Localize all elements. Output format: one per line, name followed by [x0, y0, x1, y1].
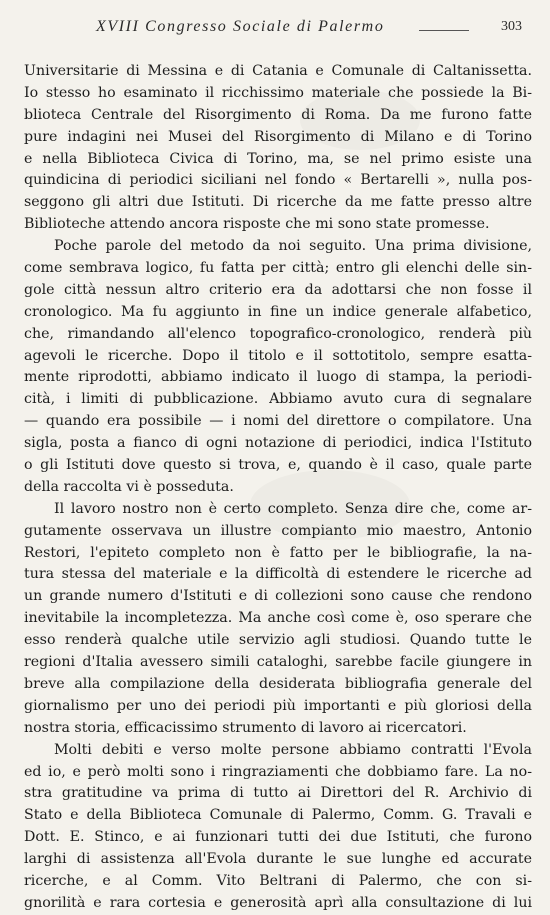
text-line: Biblioteche attendo ancora risposte che mi sono state promesse.	[24, 216, 490, 233]
running-header	[24, 18, 526, 38]
text-line: agevoli le ricerche. Dopo il titolo e il sottotitolo, sempre esatta-	[24, 347, 532, 364]
text-line: sigla, posta a fianco di ogni notazione di periodici, indica l'Istituto	[24, 435, 532, 452]
text-line: della raccolta vi è posseduta.	[24, 478, 234, 495]
text-line: gutamente osservava un illustre compianto mio maestro, Antonio	[24, 522, 532, 539]
text-line: larghi di assistenza all'Evola durante le sue lunghe ed accurate	[24, 851, 532, 868]
text-line: un grande numero d'Istituti e di collezioni sono cause che rendono	[24, 588, 532, 605]
text-line: Io stesso ho esaminato il ricchissimo materiale che possiede la Bi-	[24, 84, 532, 101]
text-line: Stato e della Biblioteca Comunale di Palermo, Comm. G. Travali e	[24, 807, 532, 824]
text-line: ed io, e però molti sono i ringraziamenti che dobbiamo fare. La no-	[24, 763, 532, 780]
text-line: o gli Istituti dove questo si trova, e, quando è il caso, quale parte	[24, 457, 532, 474]
text-line: ricerche, e al Comm. Vito Beltrani di Palermo, che con si-	[24, 872, 532, 889]
text-line: come sembrava logico, fu fatta per città; entro gli elenchi delle sin-	[24, 260, 532, 277]
text-line: regioni d'Italia avessero simili cataloghi, sarebbe facile giungere in	[24, 654, 532, 671]
text-line: Universitarie di Messina e di Catania e Comunale di Caltanissetta.	[24, 63, 532, 79]
text-line: tura stessa del materiale e la difficoltà di estendere le ricerche ad	[24, 566, 532, 583]
text-line: quindicina di periodici siciliani nel fondo « Bertarelli », nulla pos-	[24, 172, 532, 189]
text-line: Molti debiti e verso molte persone abbiamo contratti l'Evola	[54, 741, 532, 758]
text-line: stra gratitudine va prima di tutto ai Direttori del R. Archivio di	[24, 785, 532, 802]
text-line: blioteca Centrale del Risorgimento di Roma. Da me furono fatte	[24, 106, 532, 123]
text-line: inevitabile la incompletezza. Ma anche così come è, oso sperare che	[24, 610, 532, 627]
text-line: Poche parole del metodo da noi seguito. Una prima divisione,	[54, 238, 532, 255]
text-line: Il lavoro nostro non è certo completo. Senza dire che, come ar-	[54, 500, 532, 517]
body-text	[24, 61, 532, 915]
text-line: gnorilità e rara cortesia e generosità aprì alla consultazione di lui	[24, 894, 532, 911]
text-line: pure indagini nei Musei del Risorgimento di Milano e di Torino	[24, 128, 532, 145]
text-line: breve alla compilazione della desiderata bibliografia generale del	[24, 675, 532, 692]
text-line: Dott. E. Stinco, e ai funzionari tutti dei due Istituti, che furono	[24, 829, 532, 846]
text-line: mente riprodotti, abbiamo indicato il luogo di stampa, la periodi-	[24, 369, 532, 386]
text-line: esso renderà qualche utile servizio agli studiosi. Quando tutte le	[24, 632, 532, 649]
text-line: che, rimandando all'elenco topografico-cronologico, renderà più	[24, 325, 532, 342]
text-line: seggono gli altri due Istituti. Di ricerche da me fatte presso altre	[24, 194, 532, 211]
text-line: nostra storia, efficacissimo strumento di lavoro ai ricercatori.	[24, 719, 467, 736]
text-line: cità, i limiti di pubblicazione. Abbiamo avuto cura di segnalare	[24, 391, 532, 408]
header-rule	[419, 30, 469, 31]
page-number: 303	[501, 19, 522, 34]
running-header-title: XVIII Congresso Sociale di Palermo	[96, 18, 385, 35]
text-line: gole città nessun altro criterio era da adottarsi che non fosse il	[24, 281, 532, 298]
text-line: — quando era possibile — i nomi del direttore o compilatore. Una	[24, 413, 532, 430]
text-line: e nella Biblioteca Civica di Torino, ma, se nel primo esiste una	[24, 150, 532, 167]
text-line: Restori, l'epiteto completo non è fatto per le bibliografie, la na-	[24, 544, 532, 561]
text-line: giornalismo per uno dei periodi più importanti e più gloriosi della	[24, 697, 532, 714]
text-line: cronologico. Ma fu aggiunto in fine un indice generale alfabetico,	[24, 303, 532, 320]
